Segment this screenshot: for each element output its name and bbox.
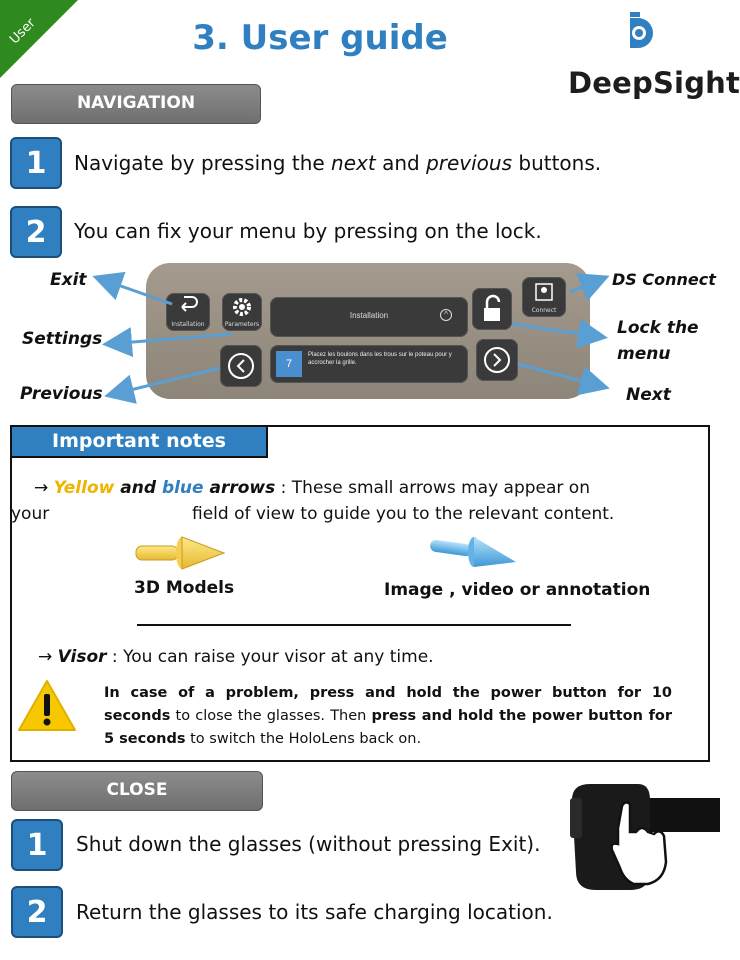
warning-icon [16,678,78,734]
step-number-badge: 2 [10,206,62,258]
previous-word: previous [426,151,513,175]
nav-step-2-text: You can fix your menu by pressing on the lock. [74,219,542,243]
arrow-symbol: → [34,478,54,498]
warning-bold-2: press and hold the power button for 5 seconds [104,708,672,747]
close-step-1-text: Shut down the glasses (without pressing Exit). [76,832,541,856]
arrows-note-line-1 [34,478,590,498]
blue-arrow-icon [428,534,518,570]
arrow-type-3d-models: 3D Models [134,578,235,598]
step-number-badge: 1 [11,819,63,871]
connect-button-label: Connect [531,307,557,314]
nav-step-1-text [74,151,601,175]
page-title: 3. User guide [192,18,448,58]
warning-bold-1: In case of a problem, press and hold the power button for 10 seconds [104,685,672,724]
yellow-arrow-icon [134,532,226,574]
visor-note [38,647,434,667]
and-word: and [114,478,162,498]
callout-lock-line-1: Lock the [617,318,699,338]
callout-lock-line-2: menu [617,344,671,364]
settings-button-label: Parameters [224,321,260,328]
warning-text [104,682,672,751]
close-step-2-text: Return the glasses to its safe charging location. [76,900,553,924]
close-header: CLOSE [11,771,263,811]
step-number: 7 [276,351,302,377]
next-word: next [331,151,376,175]
arrows-word: arrows [203,478,276,498]
step-number-badge: 2 [11,886,63,938]
important-notes-header: Important notes [10,425,268,458]
callout-ds-connect: DS Connect [612,270,716,289]
blue-word: blue [161,478,204,498]
callout-previous: Previous [20,384,103,404]
yellow-word: Yellow [53,478,115,498]
chevron-up-icon: ^ [440,309,452,321]
arrow-symbol: → [38,647,58,667]
callout-next: Next [626,385,671,405]
callout-exit: Exit [50,270,87,290]
text-part: buttons. [512,151,602,175]
arrows-note-line-2b: field of view to guide you to the relevant content. [192,504,615,524]
exit-button-label: Installation [171,321,205,328]
arrow-type-media: Image , video or annotation [384,580,651,600]
visor-text: : You can raise your visor at any time. [106,647,434,667]
text-part: and [375,151,427,175]
warning-text-1: to close the glasses. Then [170,708,372,724]
deepsight-logo-icon [624,12,658,56]
headset-hand-illustration [568,780,720,896]
step-instruction: Placez les boulons dans les trous sur le poteau pour y accrocher la grille. [308,352,452,366]
navigation-header: NAVIGATION [11,84,261,124]
warning-text-2: to switch the HoloLens back on. [185,731,422,747]
arrow-lines [98,278,604,395]
arrows-note-rest: : These small arrows may appear on [275,478,590,498]
dropdown-title: Installation [349,311,389,320]
text-part: Navigate by pressing the [74,151,332,175]
callout-settings: Settings [22,329,103,349]
corner-tag: User [7,15,39,48]
visor-label: Visor [57,647,107,667]
divider [137,624,571,626]
arrows-note-line-2a: your [11,504,50,524]
brand-name: DeepSight [568,66,740,100]
step-number-badge: 1 [10,137,62,189]
